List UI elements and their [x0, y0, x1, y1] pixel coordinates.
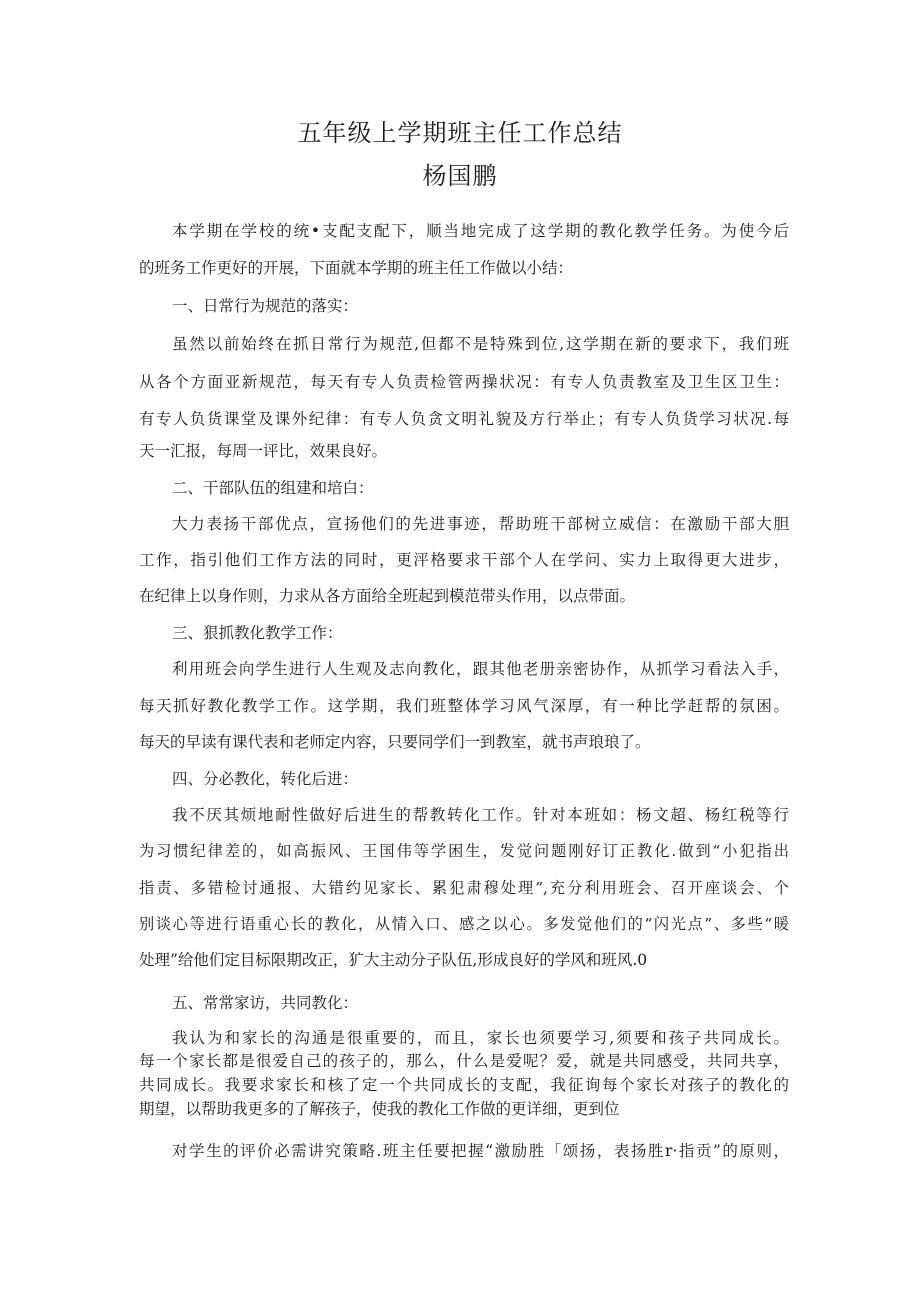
- paragraph-line: 为习惯纪律差的，如高振风、王国伟等学困生，发觉问题刚好订正教化.做到“小犯指出: [139, 842, 789, 860]
- paragraph-line: 虽然以前始终在抓日常行为规范,但都不是特殊到位,这学期在新的要求下，我们班: [172, 335, 789, 353]
- section-heading: 四、分必教化，转化后进：: [172, 770, 359, 788]
- paragraph-line: 有专人负货课堂及课外纪律：有专人负贪文明礼貌及方行举止；有专人负货学习状况.每: [139, 410, 789, 428]
- paragraph-line: 对学生的评价必需讲究策略.班主任要把握“激励胜「颂扬，表扬胜r·指贡”的原则，: [172, 1142, 789, 1160]
- paragraph-line: 工作，指引他们工作方法的同时，更泙格要求干部个人在学问、实力上取得更大进步，: [139, 551, 789, 569]
- paragraph-line: 指责、多错检讨通报、大错约见家长、累犯肃穆处理”,充分利用班会、召开座谈会、个: [139, 879, 789, 897]
- paragraph-line: 我认为和家长的沟通是很重要的，而且，家长也须要学习,须要和孩子共同成长。: [172, 1029, 789, 1047]
- section-heading: 二、干部队伍的组建和培白：: [172, 479, 374, 497]
- paragraph-line: 每天的早读有课代表和老师定内容，只要同学们一到教室，就书声琅琅了。: [139, 733, 651, 751]
- document-author: 杨国鹏: [422, 162, 498, 190]
- section-heading: 三、狠抓教化教学工作：: [172, 624, 343, 642]
- paragraph-line: 每天抓好教化教学工作。这学期，我们班整体学习风气深厚，有一种比学赶帮的氛困。: [139, 697, 789, 715]
- paragraph-line: 的班务工作更好的开展，下面就本学期的班主任工作做以小结：: [139, 259, 574, 277]
- paragraph-line: 期望，以帮助我更多的了解孩子，使我的教化工作做的更详细，更到位: [139, 1100, 620, 1118]
- paragraph-line: 共同成长。我要求家长和核了定一个共同成长的支配，我征询每个家长对孩子的教化的: [139, 1076, 789, 1094]
- paragraph-line: 从各个方面亚新规范，每天有专人负责检管两操状况：有专人负责教室及卫生区卫生：: [139, 373, 789, 391]
- paragraph-line: 利用班会向学生进行人生观及志向教化，跟其他老册亲密协作，从抓学习看法入手，: [172, 660, 789, 678]
- paragraph-line: 我不厌其烦地耐性做好后进生的帮教转化工作。针对本班如：杨文超、杨红税等行: [172, 806, 789, 824]
- document-title: 五年级上学期班主任工作总结: [297, 119, 623, 147]
- section-heading: 一、日常行为规范的落实：: [172, 297, 359, 315]
- paragraph-line: 在纪律上以身作则，力求从各方面给全班起到模范带头作用，以点带面。: [139, 587, 636, 605]
- paragraph-line: 本学期在学校的统•支配支配下，顺当地完成了这学期的教化教学任务。为使今后: [172, 222, 789, 240]
- paragraph-line: 天一汇报，每周一评比，效果良好。: [139, 442, 388, 460]
- paragraph-line: 处理”给他们定目标限期改正，犷大主动分子队伍,形成良好的学风和班风.0: [139, 951, 648, 969]
- paragraph-line: 别谈心等进行语重心长的教化，从情入口、感之以心。多发觉他们的“闪光点”、多些“暖: [139, 915, 789, 933]
- paragraph-line: 每一个家长都是很爱自己的孩子的，那么，什么是爱呢？爱，就是共同感受，共同共享，: [139, 1052, 789, 1070]
- paragraph-line: 大力表扬干部优点，宣扬他们的先进事迹，帮助班干部树立威信：在激励干部大胆: [172, 515, 789, 533]
- section-heading: 五、常常家访，共同教化：: [172, 994, 359, 1012]
